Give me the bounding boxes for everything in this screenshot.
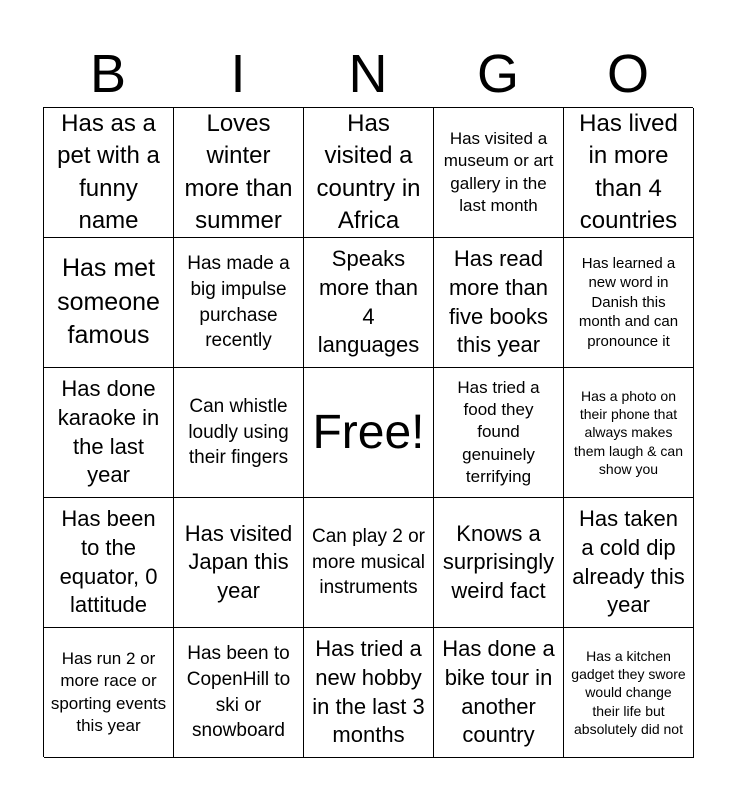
bingo-cell-r2-c3[interactable]: Speaks more than 4 languages (304, 238, 434, 368)
header-letter-o: O (606, 44, 649, 104)
bingo-cell-r5-c3[interactable]: Has tried a new hobby in the last 3 months (304, 628, 434, 758)
bingo-cell-r4-c3[interactable]: Can play 2 or more musical instruments (304, 498, 434, 628)
bingo-cell-r4-c4[interactable]: Knows a surprisingly weird fact (434, 498, 564, 628)
header-letter-i: I (230, 44, 246, 104)
bingo-header (43, 40, 693, 108)
header-letter-g: G (476, 44, 519, 104)
bingo-cell-r2-c2[interactable]: Has made a big impulse purchase recently (174, 238, 304, 368)
bingo-cell-r3-c5[interactable]: Has a photo on their phone that always makes them laugh & can show you (564, 368, 694, 498)
bingo-cell-r1-c1[interactable]: Has as a pet with a funny name (44, 108, 174, 238)
bingo-cell-r5-c1[interactable]: Has run 2 or more race or sporting events this year (44, 628, 174, 758)
header-letter-n: N (348, 44, 388, 104)
bingo-cell-r5-c4[interactable]: Has done a bike tour in another country (434, 628, 564, 758)
bingo-cell-free[interactable]: Free! (304, 368, 434, 498)
bingo-board (43, 107, 693, 757)
bingo-cell-r4-c5[interactable]: Has taken a cold dip already this year (564, 498, 694, 628)
bingo-cell-r2-c4[interactable]: Has read more than five books this year (434, 238, 564, 368)
bingo-cell-r2-c5[interactable]: Has learned a new word in Danish this month and can pronounce it (564, 238, 694, 368)
bingo-cell-r3-c4[interactable]: Has tried a food they found genuinely terrifying (434, 368, 564, 498)
bingo-cell-r2-c1[interactable]: Has met someone famous (44, 238, 174, 368)
bingo-cell-r1-c2[interactable]: Loves winter more than summer (174, 108, 304, 238)
bingo-cell-r1-c4[interactable]: Has visited a museum or art gallery in the last month (434, 108, 564, 238)
bingo-cell-r1-c3[interactable]: Has visited a country in Africa (304, 108, 434, 238)
bingo-cell-r4-c2[interactable]: Has visited Japan this year (174, 498, 304, 628)
bingo-cell-r3-c2[interactable]: Can whistle loudly using their fingers (174, 368, 304, 498)
bingo-cell-r5-c2[interactable]: Has been to CopenHill to ski or snowboard (174, 628, 304, 758)
bingo-cell-r1-c5[interactable]: Has lived in more than 4 countries (564, 108, 694, 238)
bingo-cell-r5-c5[interactable]: Has a kitchen gadget they swore would change their life but absolutely did not (564, 628, 694, 758)
bingo-cell-r3-c1[interactable]: Has done karaoke in the last year (44, 368, 174, 498)
bingo-cell-r4-c1[interactable]: Has been to the equator, 0 lattitude (44, 498, 174, 628)
header-letter-b: B (89, 44, 127, 104)
